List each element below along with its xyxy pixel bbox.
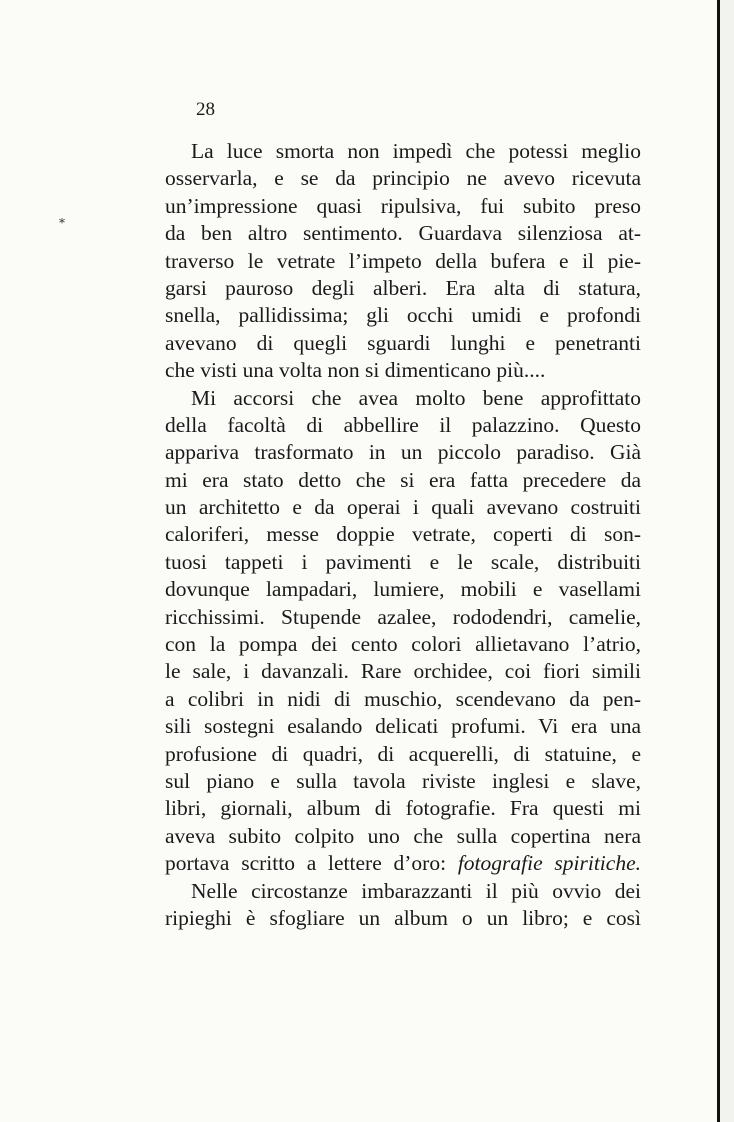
text-line-content: traverso le vetrate l’impeto della bufera e il pie- (165, 248, 641, 273)
text-line-content: garsi pauroso degli alberi. Era alta di statura, (165, 275, 641, 300)
text-line-content: da ben altro sentimento. Guardava silenziosa at- (165, 221, 641, 246)
text-line-content: osservarla, e se da principio ne avevo ricevuta (165, 166, 641, 191)
text-line (165, 302, 641, 329)
text-line (165, 823, 641, 850)
text-line-content: La luce smorta non impedì che potessi meglio (191, 139, 641, 163)
body-text (165, 138, 641, 932)
text-line-content: avevano di quegli sguardi lunghi e penetranti (165, 330, 641, 355)
text-line-content: snella, pallidissima; gli occhi umidi e profondi (165, 303, 641, 328)
text-line-content: ricchissimi. Stupende azalee, rododendri, camelie, (165, 604, 641, 629)
text-line-content: ripieghi è sfogliare un album o un libro; e così (165, 905, 641, 930)
text-line-content: un’impressione quasi ripulsiva, fui subito preso (165, 193, 641, 218)
text-line (165, 193, 641, 220)
ink-speck: ⁎ (59, 212, 65, 226)
page-edge-shadow (720, 0, 734, 1122)
text-line (165, 850, 641, 877)
text-line-content: un architetto e da operai i quali avevano costruiti (165, 495, 641, 520)
text-line (165, 412, 641, 439)
text-line-content: le sale, i davanzali. Rare orchidee, coi fiori simili (165, 659, 641, 684)
text-line-content: dovunque lampadari, lumiere, mobili e vasellami (165, 577, 641, 602)
text-line (165, 494, 641, 521)
text-line-content: portava scritto a lettere d’oro: (165, 851, 458, 876)
text-line (165, 439, 641, 466)
text-line-content: caloriferi, messe doppie vetrate, coperti di son- (165, 522, 641, 547)
text-line (165, 795, 641, 822)
text-line (165, 357, 641, 384)
text-line-content: della facoltà di abbellire il palazzino. Questo (165, 412, 641, 437)
text-line (165, 275, 641, 302)
text-line-content: libri, giornali, album di fotografie. Fra questi mi (165, 796, 641, 821)
text-line-content: profusione di quadri, di acquerelli, di statuine, e (165, 741, 641, 766)
text-line (165, 138, 641, 165)
text-line (165, 878, 641, 905)
text-line (165, 604, 641, 631)
text-line (165, 686, 641, 713)
text-line-content: a colibri in nidi di muschio, scendevano da pen- (165, 686, 641, 711)
text-line (165, 248, 641, 275)
page-edge (717, 0, 720, 1122)
text-line-content: che visti una volta non si dimenticano più.... (165, 358, 546, 383)
text-line-content: appariva trasformato in un piccolo paradiso. Già (165, 440, 641, 465)
text-line (165, 576, 641, 603)
text-line-content: con la pompa dei cento colori allietavano l’atrio, (165, 632, 641, 657)
text-line-content: tuosi tappeti i pavimenti e le scale, distribuiti (165, 549, 641, 574)
text-line (165, 658, 641, 685)
text-line-content: Nelle circostanze imbarazzanti il più ovvio dei (191, 878, 641, 903)
text-line (165, 905, 641, 932)
text-line (165, 467, 641, 494)
page-number: 28 (196, 99, 215, 120)
text-line (165, 330, 641, 357)
text-line (165, 631, 641, 658)
text-line-content: Mi accorsi che avea molto bene approfittato (191, 385, 641, 410)
text-line (165, 220, 641, 247)
text-line (165, 768, 641, 795)
text-line (165, 741, 641, 768)
text-line (165, 549, 641, 576)
text-line (165, 165, 641, 192)
text-line-content: sili sostegni esalando delicati profumi. Vi era una (165, 714, 641, 739)
text-line-content: sul piano e sulla tavola riviste inglesi e slave, (165, 768, 641, 793)
text-line-italic: fotografie spiritiche. (457, 851, 641, 876)
text-line-content: aveva subito colpito uno che sulla copertina nera (165, 823, 641, 848)
text-line (165, 385, 641, 412)
text-line-content: mi era stato detto che si era fatta precedere da (165, 467, 641, 492)
text-line (165, 521, 641, 548)
text-line (165, 713, 641, 740)
